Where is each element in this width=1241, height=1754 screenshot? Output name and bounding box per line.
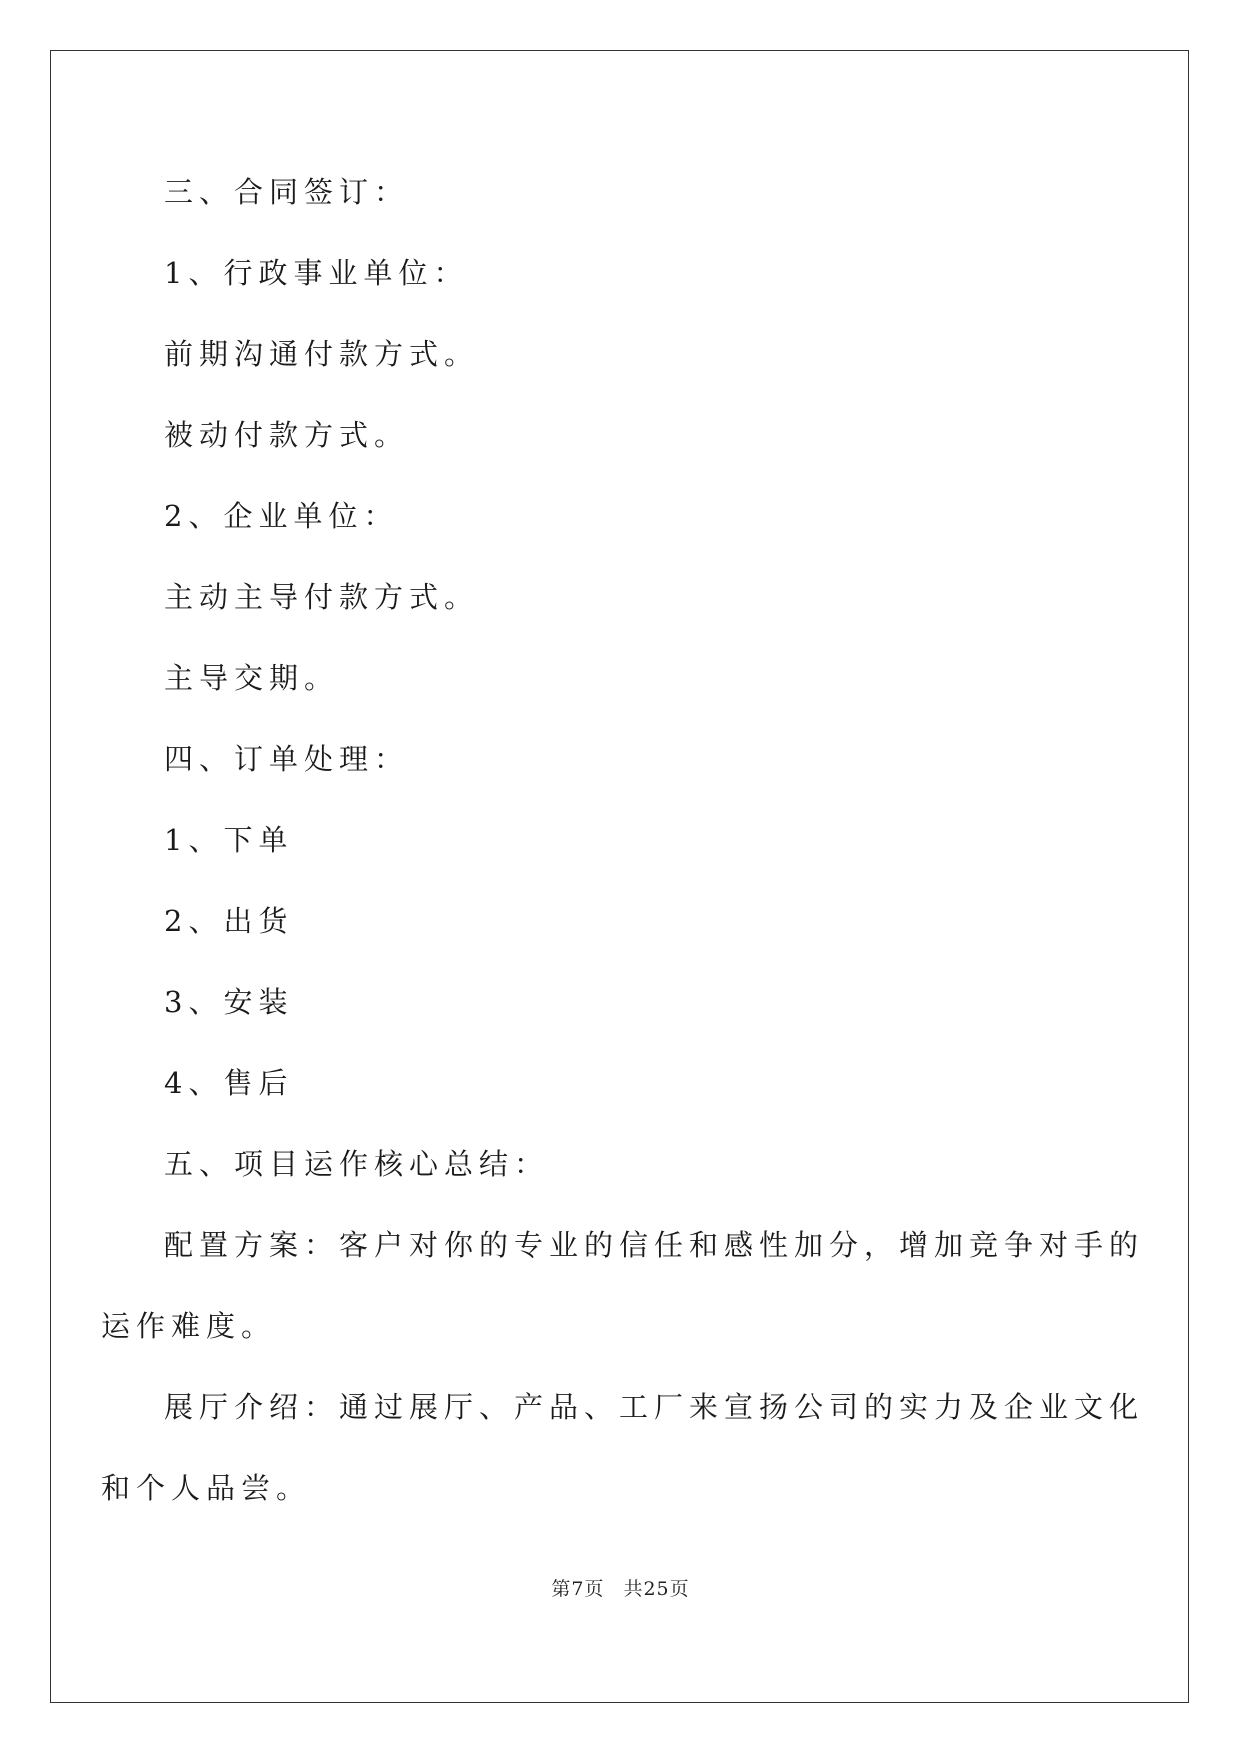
page-total: 共25页 <box>623 1578 690 1600</box>
page-border <box>50 50 1189 1703</box>
page-footer <box>0 1574 1241 1601</box>
paragraph: 配置方案：客户对你的专业的信任和感性加分，增加竞争对手的 <box>164 1228 1145 1262</box>
paragraph: 主动主导付款方式。 <box>164 580 480 614</box>
list-item: 3、安装 <box>164 985 294 1019</box>
section-heading-contract: 三、合同签订： <box>164 175 410 209</box>
paragraph: 被动付款方式。 <box>164 418 410 452</box>
paragraph-continuation: 和个人品尝。 <box>101 1471 312 1505</box>
list-item: 1、行政事业单位： <box>164 256 469 290</box>
paragraph: 前期沟通付款方式。 <box>164 337 480 371</box>
list-item: 2、出货 <box>164 904 294 938</box>
paragraph: 展厅介绍：通过展厅、产品、工厂来宣扬公司的实力及企业文化 <box>164 1390 1145 1424</box>
list-item: 4、售后 <box>164 1066 294 1100</box>
list-item: 1、下单 <box>164 823 294 857</box>
section-heading-order: 四、订单处理： <box>164 742 410 776</box>
paragraph-continuation: 运作难度。 <box>101 1309 277 1343</box>
page-number: 第7页 <box>551 1578 605 1600</box>
list-item: 2、企业单位： <box>164 499 399 533</box>
paragraph: 主导交期。 <box>164 661 340 695</box>
section-heading-summary: 五、项目运作核心总结： <box>164 1147 550 1181</box>
